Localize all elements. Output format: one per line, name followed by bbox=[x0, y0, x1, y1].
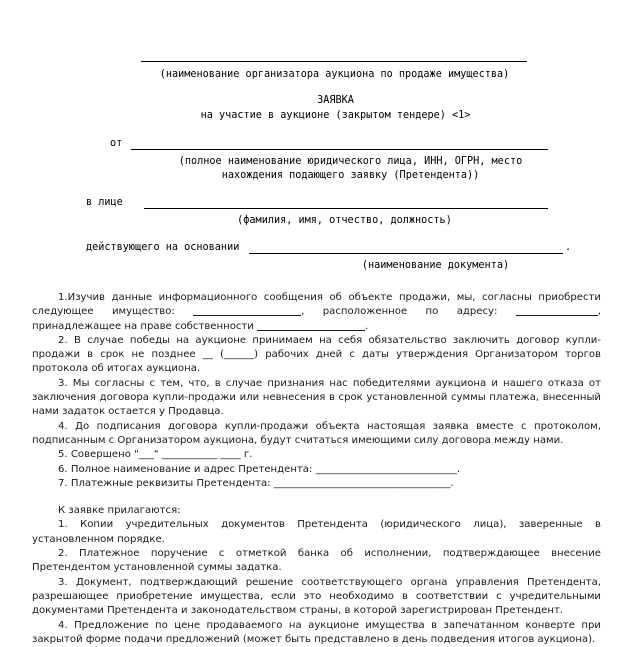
attachments-heading: К заявке прилагаются: bbox=[58, 505, 181, 517]
attachment-4-num: 4. bbox=[58, 619, 68, 631]
clause-5 bbox=[32, 448, 601, 462]
field-caption-acting-on-basis: (наименование документа) bbox=[361, 260, 510, 271]
field-label-acting-on-basis: действующего на основании bbox=[86, 242, 240, 253]
clause-6-text[interactable]: Полное наименование и адрес Претендента: ____________________________. bbox=[70, 463, 461, 475]
clause-5-text[interactable]: Совершено "___" ___________ ____ г. bbox=[70, 449, 253, 461]
field-trailing-period: . bbox=[565, 242, 572, 253]
field-input-represented-by[interactable] bbox=[144, 208, 548, 209]
clause-1-blank-property[interactable] bbox=[193, 315, 301, 316]
field-caption-from-line1: (полное наименование юридического лица, ИНН, ОГРН, место bbox=[178, 156, 523, 167]
clause-2-text: В случае победы на аукционе принимаем на себя обязательство заключить договор купли-продажи в срок не позднее __ (______) рабочих дней с даты утверждения Организатором торгов протокола об итогах аукциона. bbox=[32, 334, 601, 375]
attachment-3-num: 3. bbox=[58, 576, 68, 588]
clause-1-text-b: , расположенное по адресу: bbox=[301, 306, 516, 318]
clause-2-num: 2. bbox=[58, 334, 68, 346]
organizer-rule bbox=[0, 56, 631, 68]
clause-5-num: 5. bbox=[58, 449, 68, 461]
organizer-caption: (наименование организатора аукциона по продаже имущества) bbox=[159, 69, 510, 80]
clause-1-text-d: . bbox=[365, 320, 369, 332]
field-row-acting-on-basis bbox=[0, 241, 631, 257]
field-label-from: от bbox=[110, 138, 123, 149]
clause-4-num: 4. bbox=[58, 420, 68, 432]
clause-7-text[interactable]: Платежные реквизиты Претендента: ___________________________________. bbox=[70, 477, 454, 489]
document-subtitle: на участие в аукционе (закрытом тендере) <1> bbox=[200, 110, 471, 121]
attachment-1-num: 1. bbox=[58, 519, 68, 531]
attachment-4-text: Предложение по цене продаваемого на аукционе имущества в запечатанном конверте при закрытой форме подачи предложений (может быть представлено в день подведения итогов аукциона). bbox=[32, 619, 601, 645]
clause-3 bbox=[32, 377, 601, 420]
attachment-4 bbox=[32, 619, 601, 647]
clause-1-num: 1. bbox=[58, 292, 68, 303]
attachment-1 bbox=[32, 518, 601, 547]
clause-6-num: 6. bbox=[58, 463, 68, 475]
field-input-from[interactable] bbox=[131, 149, 548, 150]
field-caption-represented-by: (фамилия, имя, отчество, должность) bbox=[237, 215, 452, 226]
clause-4 bbox=[32, 420, 601, 449]
clause-1-blank-address[interactable] bbox=[516, 315, 598, 316]
document-title: ЗАЯВКА bbox=[317, 95, 354, 106]
organizer-underline bbox=[141, 61, 527, 62]
document-header bbox=[0, 0, 631, 273]
clause-1 bbox=[32, 291, 601, 334]
field-row-from bbox=[0, 137, 631, 153]
clause-3-text: Мы согласны с тем, что, в случае признания нас победителями аукциона и нашего отказа от заключения договора купли-продажи или невнесения в срок установленной суммы платежа, внесенный нами задаток остается у Продавца. bbox=[32, 377, 601, 418]
clause-1-blank-ownership[interactable] bbox=[257, 330, 365, 331]
attachment-2 bbox=[32, 547, 601, 576]
field-input-acting-on-basis[interactable] bbox=[249, 253, 563, 254]
clause-2 bbox=[32, 334, 601, 377]
clause-1-text-c: , принадлежащее на праве собственности bbox=[32, 306, 601, 332]
attachment-1-text: Копии учредительных документов Претендента (юридического лица), заверенные в установленном порядке. bbox=[32, 519, 601, 545]
field-label-represented-by: в лице bbox=[86, 197, 123, 208]
attachment-2-num: 2. bbox=[58, 548, 68, 560]
clause-4-text: До подписания договора купли-продажи объекта настоящая заявка вместе с протоколом, подписанным с Организатором аукциона, будут считаться имеющими силу договора между нами. bbox=[32, 420, 601, 446]
clause-1-text-a: Изучив данные информационного сообщения об объекте продажи, мы, согласны приобрести следующее имущество: bbox=[32, 292, 601, 318]
clause-7-num: 7. bbox=[58, 477, 68, 489]
field-row-represented-by bbox=[0, 196, 631, 212]
clause-6 bbox=[32, 463, 601, 477]
field-caption-from-line2: нахождения подающего заявку (Претендента)) bbox=[221, 170, 480, 181]
document-body bbox=[32, 291, 601, 647]
clause-3-num: 3. bbox=[58, 377, 68, 389]
attachment-3-text: Документ, подтверждающий решение соответствующего органа управления Претендента, разрешающее приобретение имущества, если это необходимо в соответствии с учредительными документами Претендента и законодательством страны, в которой зарегистрирован Претендент. bbox=[32, 576, 601, 617]
attachment-3 bbox=[32, 576, 601, 619]
body-spacer bbox=[32, 491, 601, 504]
attachment-2-text: Платежное поручение с отметкой банка об исполнении, подтверждающее внесение Претендентом установленной суммы задатка. bbox=[32, 548, 601, 574]
clause-7 bbox=[32, 477, 601, 491]
